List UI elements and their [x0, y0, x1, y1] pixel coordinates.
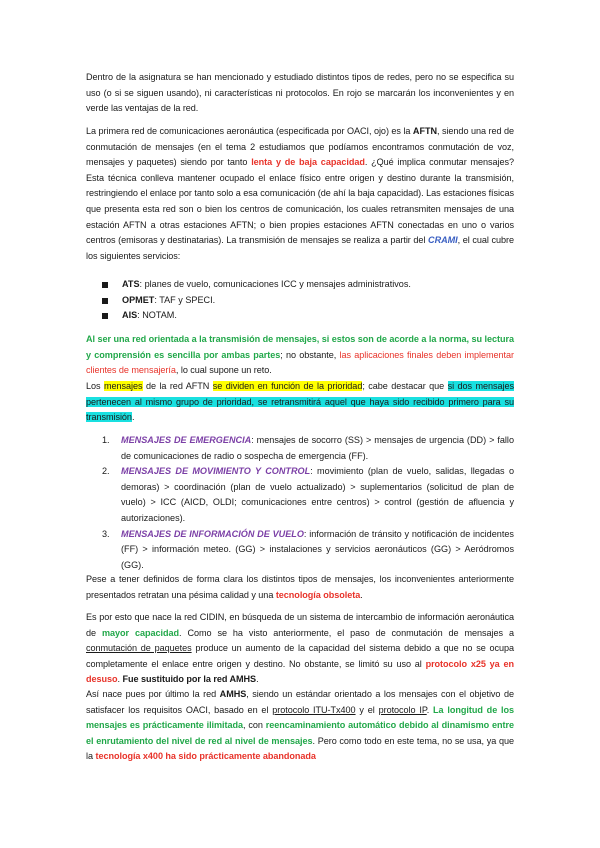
service-text: : planes de vuelo, comunicaciones ICC y mensajes administrativos. — [139, 279, 411, 289]
cidin-text-3: produce un aumento de la capacidad del sistema debido a que no se ocupa completamente el enlace entre origen y destino. No obstante, se limitó su uso al — [86, 643, 515, 669]
list-item — [102, 293, 514, 309]
protocol-x400-term: protocolo ITU-Tx400 — [272, 704, 356, 715]
service-label: OPMET — [122, 294, 155, 305]
amhs-paragraph — [86, 687, 514, 765]
highlight-mensajes: mensajes — [103, 381, 143, 391]
message-type-title: MENSAJES DE MOVIMIENTO Y CONTROL — [121, 466, 311, 477]
aftn-text-4: , el cual cubre los siguientes servicios: — [86, 235, 514, 261]
message-types-list — [102, 433, 514, 573]
message-type-title: MENSAJES DE INFORMACIÓN DE VUELO — [121, 528, 304, 539]
obsolete-text-2: . — [360, 589, 363, 600]
bullet-square-icon — [102, 282, 108, 288]
cidin-text-2: . Como se ha visto anteriormente, el paso de conmutación de mensajes a — [179, 627, 514, 638]
item-number: 2. — [102, 466, 110, 477]
message-type-text: : información de tránsito y notificación de incidentes (FF) > información meteo. (GG) > instalaciones y servicios aeronáuticos (GG) > Aeródromos (GG). — [121, 528, 514, 570]
highlight-priority: se dividen en función de la prioridad — [212, 381, 363, 391]
message-type-text: : mensajes de socorro (SS) > mensajes de urgencia (DD) > fallo de comunicaciones de radio o sospecha de emergencia (FF). — [121, 435, 514, 461]
cidin-text-4: . — [117, 674, 123, 685]
cidin-replacement: Fue sustituido por la red AMHS — [122, 674, 257, 685]
amhs-text-3: y el — [355, 704, 379, 715]
list-item — [102, 527, 514, 574]
item-number: 3. — [102, 528, 110, 539]
amhs-advantage-2: reencaminamiento automático debido al dinamismo entre el enrutamiento del nivel de red al nivel de mensajes — [86, 720, 514, 746]
advantages-text-2: , lo cual supone un reto. — [175, 365, 272, 376]
priority-text-1: Los — [86, 381, 104, 391]
intro-paragraph: Dentro de la asignatura se han mencionado y estudiado distintos tipos de redes, pero no se especifica su uso (o si se siguen usando), ni características ni protocolos. En rojo se marcarán los inconvenientes y en verde las ventajas de la red. — [86, 72, 514, 114]
item-number: 1. — [102, 435, 110, 445]
service-label: AIS — [122, 310, 138, 321]
service-text: : NOTAM. — [137, 310, 177, 321]
bullet-square-icon — [102, 313, 108, 319]
amhs-text-4: . — [426, 704, 434, 715]
highlight-retransmission: si dos mensajes pertenecen al mismo grupo de prioridad, se retransmitirá aquel que haya sido recibido primero para su transmisión — [86, 381, 514, 423]
message-type-title: MENSAJES DE EMERGENCIA — [121, 435, 252, 445]
services-list — [102, 277, 514, 324]
priority-paragraph — [86, 379, 514, 426]
cidin-text-5: . — [256, 674, 259, 685]
service-text: : TAF y SPECI. — [154, 294, 216, 305]
aftn-text-2: , siendo una red de conmutación de mensajes (en el tema 2 estudiamos que podíamos encontramos conmutación de voz, mensajes y paquetes) siendo por tanto — [86, 126, 514, 168]
advantages-paragraph — [86, 332, 514, 379]
protocol-ip-term: protocolo IP — [378, 704, 427, 715]
amhs-text-6: . Pero como todo en este tema, no se usa, ya que la — [86, 735, 515, 762]
priority-text-2: de la red AFTN — [142, 381, 213, 391]
cidin-paragraph — [86, 610, 514, 688]
cidin-text-1: Es por esto que nace la red CIDIN, en búsqueda de un sistema de intercambio de información aeronáutica de — [86, 612, 514, 638]
priority-text-3: ; cabe destacar que — [362, 381, 448, 391]
cidin-drawback: protocolo x25 ya en desuso — [86, 658, 514, 685]
amhs-advantage-1: La longitud de los mensajes es prácticamente ilimitada — [86, 704, 515, 731]
aftn-drawback: lenta y de baja capacidad — [251, 157, 365, 168]
aftn-term: AFTN — [412, 126, 437, 136]
amhs-text-5: , con — [243, 720, 266, 731]
list-item — [102, 277, 514, 293]
advantage-text: Al ser una red orientada a la transmisión de mensajes, si estos son de acorde a la norma, su lectura y comprensión es sencilla por ambas partes — [86, 334, 514, 360]
amhs-drawback: tecnología x400 ha sido prácticamente abandonada — [95, 751, 316, 762]
amhs-text-2: , siendo un estándar orientado a los mensajes con el objetivo de satisfacer los requisitos OACI, basado en el — [86, 689, 514, 715]
advantages-text-1: ; no obstante, — [280, 349, 340, 360]
aftn-paragraph — [86, 124, 514, 264]
amhs-text-1: Así nace pues por último la red — [86, 689, 220, 699]
bullet-square-icon — [102, 298, 108, 304]
crami-term: CRAMI — [428, 235, 458, 246]
drawback-text: las aplicaciones finales deben implementar clientes de mensajería — [86, 349, 514, 376]
packet-switching-term: conmutación de paquetes — [86, 643, 192, 654]
obsolete-text-1: Pese a tener definidos de forma clara los distintos tipos de mensajes, los inconvenientes anteriormente presentados retratan una pésima calidad y una — [86, 574, 514, 600]
obsolete-drawback: tecnología obsoleta — [275, 589, 361, 600]
list-item — [102, 433, 514, 464]
aftn-text-3: . ¿Qué implica conmutar mensajes? Esta técnica conlleva mantener ocupado el enlace físico entre origen y destino durante la transmisión, restringiendo el enlace por tanto solo a esa comunicación (de ahí la baja capacidad). Las estaciones físicas que presenta esta red son o bien los centros de comunicación, los cuales retransmiten mensajes de una estación AFTN a otras estaciones AFTN; o bien propies estaciones AFTN conectadas en uno o varios centros (emisoras y destinatarias). La transmisión de mensajes se realiza a partir del — [86, 157, 514, 246]
list-item — [102, 464, 514, 526]
obsolete-paragraph — [86, 572, 514, 603]
amhs-term: AMHS — [219, 689, 247, 699]
priority-text-4: . — [131, 412, 135, 423]
aftn-text-1: La primera red de comunicaciones aeronáutica (especificada por OACI, ojo) es la — [86, 126, 413, 136]
cidin-advantage: mayor capacidad — [101, 627, 180, 638]
list-item — [102, 308, 514, 324]
message-type-text: : movimiento (plan de vuelo, salidas, llegadas o demoras) > coordinación (plan de vuelo actualizado) > suplementarios (solicitud de plan de vuelo) > ICC (AICD, OLDI; comunicaciones entre centros) > control (gestión de afluencia y autorizaciones). — [121, 466, 515, 523]
service-label: ATS — [122, 279, 140, 289]
